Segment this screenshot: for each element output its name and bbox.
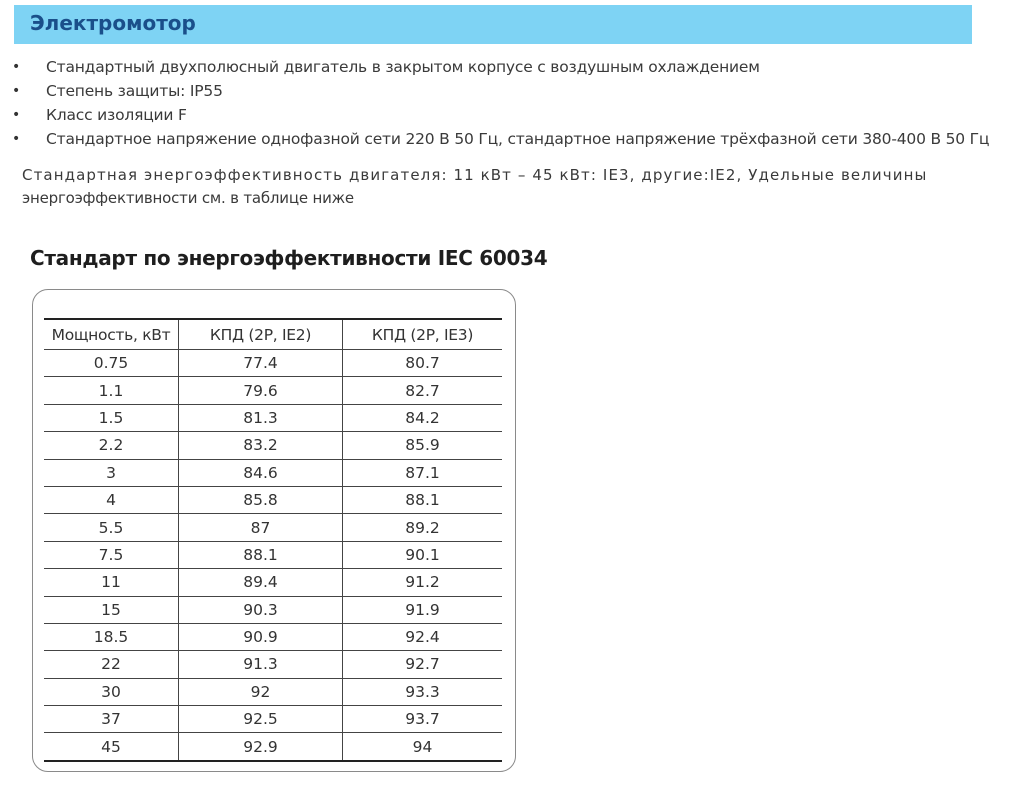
cell-power: 22 [44,651,179,678]
list-item [0,103,1024,127]
cell-power: 45 [44,733,179,761]
feature-list [0,55,1024,151]
bullet-icon: • [12,131,21,147]
cell-power: 2.2 [44,432,179,459]
table-row [44,404,502,431]
list-item-text: Стандартный двухполюсный двигатель в закрытом корпусе с воздушным охлаждением [46,58,760,76]
cell-ie3: 93.3 [343,678,503,705]
cell-ie3: 88.1 [343,486,503,513]
list-item-text: Стандартное напряжение однофазной сети 220 В 50 Гц, стандартное напряжение трёхфазной сети 380-400 В 50 Гц [46,130,990,148]
table-row [44,651,502,678]
cell-power: 11 [44,569,179,596]
column-header-ie2: КПД (2P, IE2) [179,319,343,350]
efficiency-note-line-2: энергоэффективности см. в таблице ниже [22,189,354,207]
table-row [44,569,502,596]
cell-power: 3 [44,459,179,486]
cell-power: 7.5 [44,541,179,568]
table-section-title: Стандарт по энергоэффективности IEC 60034 [30,246,548,270]
cell-power: 1.1 [44,377,179,404]
cell-ie2: 79.6 [179,377,343,404]
table-row [44,486,502,513]
cell-ie2: 84.6 [179,459,343,486]
cell-ie2: 87 [179,514,343,541]
cell-ie2: 88.1 [179,541,343,568]
cell-ie2: 92 [179,678,343,705]
cell-ie2: 89.4 [179,569,343,596]
table-row [44,596,502,623]
table-row [44,350,502,377]
bullet-icon: • [12,83,21,99]
cell-power: 4 [44,486,179,513]
cell-ie3: 92.7 [343,651,503,678]
cell-ie2: 90.9 [179,623,343,650]
table-row [44,706,502,733]
table-row [44,514,502,541]
table-row [44,459,502,486]
cell-ie3: 85.9 [343,432,503,459]
cell-ie3: 91.9 [343,596,503,623]
cell-ie3: 93.7 [343,706,503,733]
cell-ie3: 94 [343,733,503,761]
cell-ie2: 83.2 [179,432,343,459]
cell-power: 5.5 [44,514,179,541]
efficiency-table [44,318,502,762]
cell-power: 18.5 [44,623,179,650]
cell-ie2: 90.3 [179,596,343,623]
table-row [44,432,502,459]
cell-ie3: 87.1 [343,459,503,486]
efficiency-note-line-1: Стандартная энергоэффективность двигателя: 11 кВт – 45 кВт: IE3, другие:IE2, Удельные величины [22,166,928,184]
table-row [44,541,502,568]
list-item [0,55,1024,79]
cell-ie2: 91.3 [179,651,343,678]
cell-power: 30 [44,678,179,705]
cell-ie3: 89.2 [343,514,503,541]
list-item-text: Класс изоляции F [46,106,187,124]
bullet-icon: • [12,107,21,123]
cell-ie2: 92.5 [179,706,343,733]
cell-ie2: 77.4 [179,350,343,377]
list-item [0,79,1024,103]
efficiency-note [22,164,982,210]
table-row [44,623,502,650]
column-header-power: Мощность, кВт [44,319,179,350]
cell-power: 0.75 [44,350,179,377]
page-title: Электромотор [30,11,196,35]
list-item-text: Степень защиты: IP55 [46,82,223,100]
table-row [44,678,502,705]
section-header-band [14,5,972,44]
cell-ie3: 92.4 [343,623,503,650]
cell-ie2: 92.9 [179,733,343,761]
column-header-ie3: КПД (2P, IE3) [343,319,503,350]
list-item [0,127,1024,151]
cell-ie3: 82.7 [343,377,503,404]
cell-ie2: 85.8 [179,486,343,513]
table-row [44,377,502,404]
cell-ie3: 84.2 [343,404,503,431]
table-header-row [44,319,502,350]
cell-ie3: 90.1 [343,541,503,568]
table-row [44,733,502,761]
cell-power: 1.5 [44,404,179,431]
cell-ie3: 91.2 [343,569,503,596]
cell-ie3: 80.7 [343,350,503,377]
cell-ie2: 81.3 [179,404,343,431]
bullet-icon: • [12,59,21,75]
cell-power: 15 [44,596,179,623]
cell-power: 37 [44,706,179,733]
